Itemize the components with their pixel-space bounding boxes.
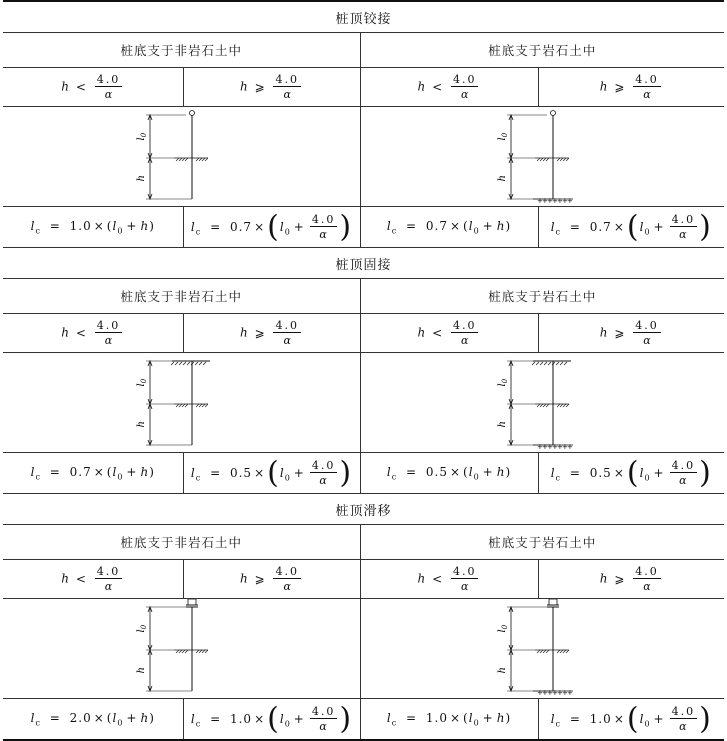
h-symbol: h [599, 79, 608, 94]
l0-dimension-label: $l_0$ [136, 132, 149, 141]
lc-symbol: l [30, 218, 36, 233]
fraction-denominator: α [319, 474, 328, 487]
big-left-paren: ( [626, 209, 640, 244]
rock-mark: + [547, 443, 554, 449]
big-right-paren: ) [339, 455, 353, 490]
operator: < [75, 79, 86, 94]
lc-subscript: c [195, 718, 202, 728]
h-symbol: h [496, 218, 506, 233]
h-symbol: h [417, 79, 426, 94]
equals-sign: = [49, 710, 61, 725]
plus-sign: + [293, 219, 305, 234]
l0-symbol: l [279, 465, 285, 480]
fraction-denominator: α [679, 228, 688, 241]
h-symbol: h [417, 325, 426, 340]
formula-cell [538, 453, 724, 494]
section-title: 桩顶固接 [3, 248, 724, 279]
h-symbol: h [417, 571, 426, 586]
left-paren: ( [106, 464, 113, 479]
rock-mark: + [557, 197, 564, 203]
h-symbol: h [61, 79, 69, 94]
plus-sign: + [293, 711, 305, 726]
h-symbol: h [140, 464, 150, 479]
condition-lt-left [3, 314, 183, 353]
big-right-paren: ) [699, 209, 712, 244]
formula-cell [183, 699, 360, 740]
fraction-numerator: 4.0 [311, 213, 336, 226]
formula-cell [360, 453, 538, 494]
rock-mark: + [567, 443, 574, 449]
equals-sign: = [569, 711, 581, 726]
h-symbol: h [599, 571, 608, 586]
times-sign: × [449, 464, 462, 479]
fraction [273, 566, 301, 592]
fraction [633, 320, 661, 346]
fraction [310, 214, 338, 240]
plus-sign: + [482, 464, 494, 479]
fraction-denominator: α [104, 88, 113, 101]
fraction-numerator: 4.0 [452, 565, 477, 578]
fraction-numerator: 4.0 [275, 73, 299, 86]
coefficient: 1.0 [229, 711, 253, 726]
h-symbol: h [140, 710, 150, 725]
plus-sign: + [293, 465, 305, 480]
rock-mark: + [567, 689, 574, 695]
l0-subscript: 0 [473, 226, 480, 236]
lc-subscript: c [35, 226, 41, 236]
operator: ⩾ [614, 571, 625, 586]
formula-cell [360, 207, 538, 248]
fraction-denominator: α [643, 88, 651, 101]
right-header: 桩底支于岩石土中 [360, 279, 724, 314]
big-left-paren: ( [267, 455, 280, 490]
fraction [95, 320, 123, 346]
formula-cell [3, 453, 183, 494]
left-header: 桩底支于非岩石土中 [3, 525, 360, 560]
section-title: 桩顶铰接 [3, 2, 724, 33]
lc-symbol: l [30, 710, 36, 725]
rock-mark: + [537, 197, 544, 203]
lc-symbol: l [190, 465, 196, 480]
times-sign: × [254, 465, 266, 480]
left-paren: ( [463, 464, 469, 479]
h-symbol: h [240, 79, 248, 94]
rock-mark: + [547, 689, 554, 695]
lc-subscript: c [555, 226, 562, 236]
l0-subscript: 0 [284, 226, 291, 236]
rock-mark: + [552, 689, 559, 695]
pile-diagram [453, 353, 631, 449]
equals-sign: = [210, 711, 222, 726]
big-right-paren: ) [339, 209, 353, 244]
coefficient: 1.0 [69, 218, 92, 233]
condition-ge-left [183, 68, 360, 107]
fraction-denominator: α [679, 474, 688, 487]
equals-sign: = [569, 465, 581, 480]
fraction-denominator: α [643, 334, 651, 347]
fraction-numerator: 4.0 [635, 319, 659, 332]
coefficient: 0.7 [69, 464, 92, 479]
condition-ge-right [538, 68, 724, 107]
plus-sign: + [126, 218, 138, 233]
plus-sign: + [653, 711, 665, 726]
left-paren: ( [106, 218, 113, 233]
l0-subscript: 0 [284, 718, 291, 728]
l0-subscript: 0 [117, 718, 124, 728]
lc-symbol: l [550, 465, 556, 480]
fraction-numerator: 4.0 [311, 705, 336, 718]
h-symbol: h [240, 325, 248, 340]
fraction-denominator: α [319, 228, 328, 241]
right-paren: ) [505, 710, 512, 725]
h-dimension-label: h [136, 667, 148, 674]
lc-subscript: c [195, 472, 202, 482]
rock-mark: + [552, 443, 559, 449]
times-sign: × [254, 711, 266, 726]
equals-sign: = [406, 464, 418, 479]
l0-symbol: l [468, 464, 474, 479]
times-sign: × [613, 465, 625, 480]
hinge-icon [551, 111, 556, 116]
fraction [273, 74, 301, 100]
formula-cell [3, 699, 183, 740]
rock-mark: + [557, 689, 564, 695]
l0-dimension-label: $l_0$ [497, 132, 510, 141]
fraction-denominator: α [283, 334, 291, 347]
hinge-icon [190, 111, 195, 116]
fraction-numerator: 4.0 [96, 73, 121, 86]
rock-mark: + [567, 197, 574, 203]
coefficient: 1.0 [425, 710, 448, 725]
formula-cell [183, 453, 360, 494]
h-dimension-label: h [497, 667, 509, 674]
lc-symbol: l [190, 711, 196, 726]
rock-mark: + [547, 197, 554, 203]
left-paren: ( [106, 710, 113, 725]
right-paren: ) [149, 710, 155, 725]
plus-sign: + [126, 464, 138, 479]
l0-dimension-label: $l_0$ [136, 378, 149, 387]
lc-subscript: c [391, 226, 398, 236]
lc-subscript: c [555, 718, 562, 728]
diagram-non-rock [3, 599, 360, 699]
coefficient: 1.0 [589, 711, 612, 726]
l0-symbol: l [112, 218, 118, 233]
fraction-denominator: α [319, 720, 328, 733]
l0-dimension-label: $l_0$ [497, 378, 510, 387]
fraction-denominator: α [283, 580, 291, 593]
l0-symbol: l [468, 710, 474, 725]
pile-diagram [453, 599, 631, 695]
pile-diagram [92, 107, 270, 203]
l0-dimension-label: $l_0$ [136, 624, 149, 633]
h-dimension-label: h [136, 175, 148, 182]
condition-lt-right [360, 314, 538, 353]
slide-support-icon [549, 599, 557, 605]
fraction-numerator: 4.0 [635, 565, 659, 578]
lc-subscript: c [35, 718, 41, 728]
fraction-numerator: 4.0 [275, 319, 299, 332]
h-dimension-label: h [497, 175, 509, 182]
fraction [670, 706, 698, 732]
lc-subscript: c [555, 472, 562, 482]
diagram-rock [360, 107, 724, 207]
fraction [451, 566, 479, 592]
lc-subscript: c [195, 226, 202, 236]
l0-subscript: 0 [644, 226, 651, 236]
l0-symbol: l [639, 219, 645, 234]
times-sign: × [449, 218, 462, 233]
fraction-denominator: α [643, 580, 651, 593]
equals-sign: = [210, 465, 222, 480]
l0-symbol: l [639, 465, 645, 480]
coefficient: 2.0 [69, 710, 92, 725]
rock-mark: + [537, 689, 544, 695]
big-right-paren: ) [699, 455, 712, 490]
rock-mark: + [542, 197, 549, 203]
fraction-numerator: 4.0 [452, 319, 477, 332]
plus-sign: + [653, 465, 665, 480]
left-paren: ( [463, 218, 469, 233]
condition-lt-right [360, 68, 538, 107]
fraction [670, 214, 698, 240]
big-left-paren: ( [626, 701, 640, 736]
right-paren: ) [149, 464, 155, 479]
fraction-denominator: α [461, 334, 469, 347]
right-paren: ) [505, 464, 512, 479]
rock-mark: + [562, 197, 569, 203]
fraction [95, 74, 123, 100]
l0-symbol: l [112, 464, 118, 479]
equals-sign: = [49, 218, 61, 233]
right-header: 桩底支于岩石土中 [360, 525, 724, 560]
fraction [451, 74, 479, 100]
rock-mark: + [542, 689, 549, 695]
h-symbol: h [140, 218, 150, 233]
fraction [273, 320, 301, 346]
pile-diagram [453, 107, 631, 203]
operator: ⩾ [614, 325, 625, 340]
fraction-denominator: α [461, 88, 469, 101]
lc-subscript: c [35, 472, 41, 482]
fraction-numerator: 4.0 [96, 319, 121, 332]
l0-symbol: l [112, 710, 118, 725]
operator: < [432, 325, 443, 340]
condition-ge-right [538, 560, 724, 599]
formula-cell [360, 699, 538, 740]
condition-ge-left [183, 314, 360, 353]
l0-symbol: l [279, 711, 285, 726]
lc-symbol: l [386, 710, 392, 725]
operator: < [432, 571, 443, 586]
coefficient: 0.5 [425, 464, 448, 479]
diagram-rock [360, 353, 724, 453]
l0-symbol: l [468, 218, 474, 233]
plus-sign: + [126, 710, 138, 725]
rock-mark: + [542, 443, 549, 449]
fraction [633, 566, 661, 592]
rock-mark: + [552, 197, 559, 203]
operator: ⩾ [254, 325, 265, 340]
right-header: 桩底支于岩石土中 [360, 33, 724, 68]
h-symbol: h [240, 571, 248, 586]
operator: ⩾ [614, 79, 625, 94]
operator: < [432, 79, 443, 94]
left-header: 桩底支于非岩石土中 [3, 33, 360, 68]
h-symbol: h [61, 571, 69, 586]
rock-mark: + [562, 443, 569, 449]
condition-ge-left [183, 560, 360, 599]
equals-sign: = [406, 710, 418, 725]
fraction-numerator: 4.0 [96, 565, 121, 578]
plus-sign: + [482, 710, 494, 725]
fraction-numerator: 4.0 [671, 705, 696, 718]
diagram-rock [360, 599, 724, 699]
operator: ⩾ [254, 79, 265, 94]
fraction [670, 460, 698, 486]
big-left-paren: ( [626, 455, 640, 490]
l0-subscript: 0 [117, 226, 124, 236]
equals-sign: = [569, 219, 581, 234]
big-left-paren: ( [267, 209, 280, 244]
lc-subscript: c [391, 472, 398, 482]
operator: < [75, 325, 86, 340]
left-paren: ( [463, 710, 469, 725]
big-right-paren: ) [339, 701, 353, 736]
lc-symbol: l [386, 464, 392, 479]
fraction [451, 320, 479, 346]
coefficient: 0.5 [229, 465, 253, 480]
fraction [95, 566, 123, 592]
operator: < [75, 571, 86, 586]
fraction-denominator: α [679, 720, 688, 733]
big-right-paren: ) [699, 701, 712, 736]
formula-cell [3, 207, 183, 248]
effective-length-table [3, 0, 724, 741]
l0-subscript: 0 [644, 472, 651, 482]
diagram-non-rock [3, 107, 360, 207]
operator: ⩾ [254, 571, 265, 586]
right-paren: ) [505, 218, 512, 233]
formula-cell [183, 207, 360, 248]
l0-subscript: 0 [644, 718, 651, 728]
l0-symbol: l [639, 711, 645, 726]
h-symbol: h [496, 464, 506, 479]
l0-subscript: 0 [117, 472, 124, 482]
condition-lt-right [360, 560, 538, 599]
fraction-denominator: α [283, 88, 291, 101]
h-symbol: h [599, 325, 608, 340]
equals-sign: = [210, 219, 222, 234]
section-title: 桩顶滑移 [3, 494, 724, 525]
condition-lt-left [3, 68, 183, 107]
fraction-numerator: 4.0 [452, 73, 477, 86]
lc-symbol: l [550, 711, 556, 726]
fraction [310, 460, 338, 486]
times-sign: × [613, 219, 625, 234]
times-sign: × [93, 464, 105, 479]
plus-sign: + [653, 219, 665, 234]
l0-subscript: 0 [473, 718, 480, 728]
fraction-numerator: 4.0 [311, 459, 336, 472]
fraction-numerator: 4.0 [671, 213, 696, 226]
big-left-paren: ( [267, 701, 280, 736]
l0-symbol: l [279, 219, 285, 234]
coefficient: 0.7 [229, 219, 253, 234]
times-sign: × [93, 710, 105, 725]
coefficient: 0.5 [589, 465, 612, 480]
right-paren: ) [149, 218, 155, 233]
rock-mark: + [562, 689, 569, 695]
l0-subscript: 0 [284, 472, 291, 482]
rock-mark: + [537, 443, 544, 449]
fraction [310, 706, 338, 732]
equals-sign: = [406, 218, 418, 233]
lc-symbol: l [550, 219, 556, 234]
lc-subscript: c [391, 718, 398, 728]
pile-diagram [92, 353, 270, 449]
times-sign: × [93, 218, 105, 233]
lc-symbol: l [386, 218, 392, 233]
times-sign: × [254, 219, 266, 234]
lc-symbol: l [190, 219, 196, 234]
left-header: 桩底支于非岩石土中 [3, 279, 360, 314]
fraction-numerator: 4.0 [635, 73, 659, 86]
l0-dimension-label: $l_0$ [497, 624, 510, 633]
diagram-non-rock [3, 353, 360, 453]
pile-diagram [92, 599, 270, 695]
fraction-numerator: 4.0 [671, 459, 696, 472]
rock-mark: + [557, 443, 564, 449]
formula-cell [538, 699, 724, 740]
coefficient: 0.7 [589, 219, 612, 234]
l0-subscript: 0 [473, 472, 480, 482]
h-dimension-label: h [497, 421, 509, 428]
formula-cell [538, 207, 724, 248]
plus-sign: + [482, 218, 494, 233]
fraction-numerator: 4.0 [275, 565, 299, 578]
fraction-denominator: α [461, 580, 469, 593]
h-symbol: h [496, 710, 506, 725]
fraction [633, 74, 661, 100]
h-symbol: h [61, 325, 69, 340]
h-dimension-label: h [136, 421, 148, 428]
times-sign: × [449, 710, 462, 725]
fraction-denominator: α [104, 334, 113, 347]
times-sign: × [613, 711, 625, 726]
fraction-denominator: α [104, 580, 113, 593]
condition-ge-right [538, 314, 724, 353]
slide-support-icon [188, 599, 196, 605]
condition-lt-left [3, 560, 183, 599]
equals-sign: = [49, 464, 61, 479]
coefficient: 0.7 [425, 218, 448, 233]
lc-symbol: l [30, 464, 36, 479]
